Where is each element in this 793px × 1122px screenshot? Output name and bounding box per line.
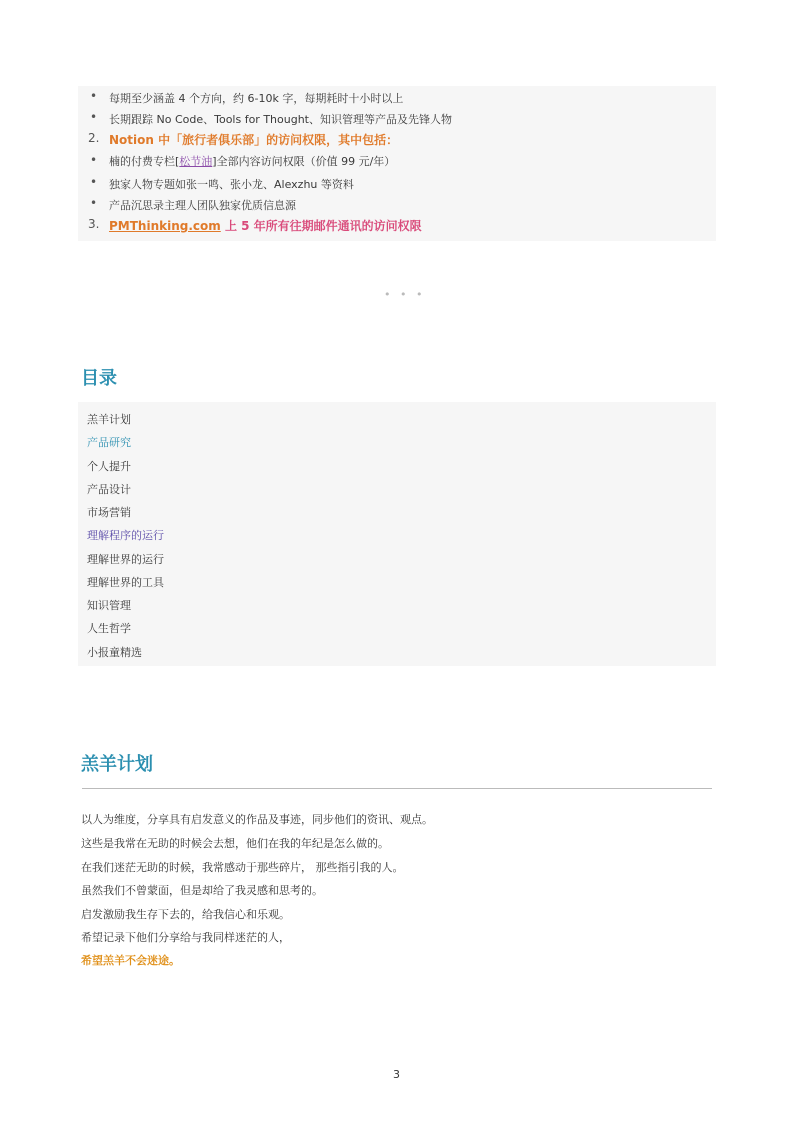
section-separator: • • • (384, 288, 426, 301)
bullet-marker: • (90, 175, 98, 189)
bullet-marker: • (90, 153, 98, 167)
toc-item[interactable]: 人生哲学 (87, 622, 131, 635)
section-heading: 羔羊计划 (81, 754, 153, 775)
section-closing: 希望羔羊不会迷途。 (81, 954, 180, 967)
section-paragraph: 在我们迷茫无助的时候，我常感动于那些碎片， 那些指引我的人。 (81, 861, 404, 874)
toc-box (78, 402, 716, 666)
pmthinking-link[interactable]: PMThinking.com (109, 219, 221, 233)
section-paragraph: 这些是我常在无助的时候会去想，他们在我的年纪是怎么做的。 (81, 837, 389, 850)
benefit-bullet-1: 每期至少涵盖 4 个方向，约 6-10k 字，每期耗时十小时以上 (109, 92, 404, 105)
benefit-info-sources: 产品沉思录主理人团队独家优质信息源 (109, 199, 296, 212)
bullet-marker: • (90, 89, 98, 103)
item-2-text: Notion 中「旅行者俱乐部」的访问权限，其中包括： (109, 133, 399, 147)
benefits-box (78, 86, 716, 241)
toc-item[interactable]: 产品设计 (87, 483, 131, 496)
benefit-column-access (109, 153, 395, 169)
benefit-bullet-2: 长期跟踪 No Code、Tools for Thought、知识管理等产品及先锋人物 (109, 113, 452, 126)
toc-item[interactable]: 知识管理 (87, 599, 131, 612)
benefit-people-topics: 独家人物专题如张一鸣、张小龙、Alexzhu 等资料 (109, 178, 354, 191)
item-number-3: 3. (88, 217, 100, 231)
page-number: 3 (393, 1068, 400, 1081)
bullet-marker: • (90, 196, 98, 210)
bullet-marker: • (90, 110, 98, 124)
toc-item[interactable]: 理解程序的运行 (87, 529, 164, 542)
toc-item[interactable]: 理解世界的工具 (87, 576, 164, 589)
section-paragraph: 启发激励我生存下去的，给我信心和乐观。 (81, 908, 290, 921)
section-paragraph: 希望记录下他们分享给与我同样迷茫的人， (81, 931, 290, 944)
section-paragraph: 以人为维度，分享具有启发意义的作品及事迹，同步他们的资讯、观点。 (81, 813, 433, 826)
section-divider (82, 788, 712, 789)
toc-item[interactable]: 羔羊计划 (87, 413, 131, 426)
toc-item[interactable]: 市场营销 (87, 506, 131, 519)
toc-item[interactable]: 个人提升 (87, 460, 131, 473)
toc-heading: 目录 (81, 368, 117, 389)
toc-item[interactable]: 产品研究 (87, 436, 131, 449)
toc-item[interactable]: 理解世界的运行 (87, 553, 164, 566)
item-3-title (109, 217, 422, 234)
songjieyou-link[interactable]: 松节油 (179, 155, 213, 168)
toc-item[interactable]: 小报童精选 (87, 646, 142, 659)
column-prefix: 楠的付费专栏[ (109, 155, 180, 168)
item-3-text: 上 5 年所有往期邮件通讯的访问权限 (220, 219, 422, 233)
column-suffix: ]全部内容访问权限（价值 99 元/年） (212, 155, 396, 168)
item-2-title (109, 131, 398, 148)
item-number-2: 2. (88, 131, 100, 145)
section-paragraph: 虽然我们不曾蒙面，但是却给了我灵感和思考的。 (81, 884, 323, 897)
